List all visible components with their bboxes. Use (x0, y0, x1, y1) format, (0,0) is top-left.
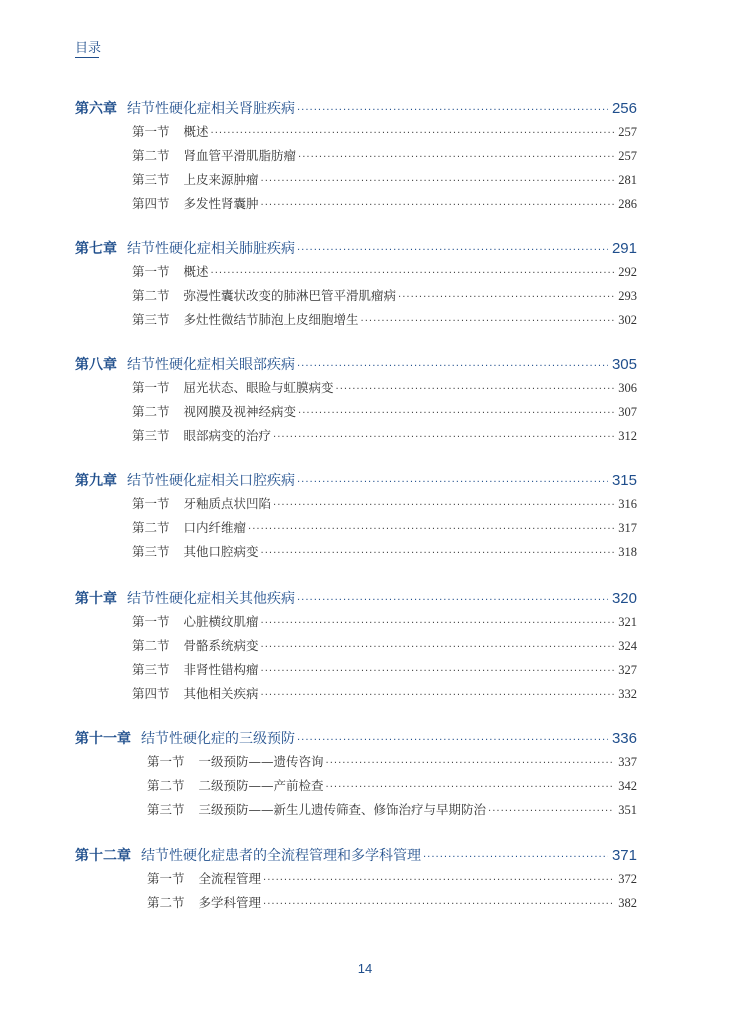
dot-leader (211, 128, 615, 139)
dot-leader (211, 268, 615, 279)
section-entry[interactable] (75, 684, 637, 702)
section-title: 屈光状态、眼睑与虹膜病变 (183, 380, 334, 395)
section-entry[interactable] (75, 518, 637, 536)
chapter-title: 结节性硬化症的三级预防 (141, 731, 295, 747)
section-page: 342 (618, 779, 637, 793)
dot-leader (261, 618, 615, 629)
section-title: 口内纤维瘤 (183, 520, 247, 535)
section-entry[interactable] (75, 776, 637, 794)
dot-leader (261, 666, 615, 677)
section-number: 第三节 (147, 802, 185, 817)
section-number: 第三节 (132, 172, 170, 187)
section-page: 324 (618, 639, 637, 653)
section-title: 一级预防——遗传咨询 (198, 754, 324, 769)
dot-leader (261, 690, 615, 701)
dot-leader (326, 758, 615, 769)
dot-leader (423, 852, 608, 863)
section-number: 第二节 (132, 404, 170, 419)
section-title: 视网膜及视神经病变 (183, 404, 297, 419)
section-title: 其他口腔病变 (183, 544, 259, 559)
chapter-number: 第九章 (75, 473, 117, 489)
section-number: 第四节 (132, 196, 170, 211)
section-page: 307 (618, 405, 637, 419)
section-title: 上皮来源肿瘤 (183, 172, 259, 187)
section-title: 全流程管理 (198, 871, 262, 886)
dot-leader (261, 642, 615, 653)
section-title: 多学科管理 (198, 895, 262, 910)
section-page: 286 (618, 197, 637, 211)
section-title: 非肾性错构瘤 (183, 662, 259, 677)
section-title: 骨骼系统病变 (183, 638, 259, 653)
dot-leader (263, 899, 614, 910)
section-page: 312 (618, 429, 637, 443)
chapter-page: 371 (611, 847, 637, 864)
section-number: 第二节 (147, 778, 185, 793)
section-title: 概述 (183, 124, 209, 139)
section-page: 317 (618, 521, 637, 535)
section-entry[interactable] (75, 262, 637, 280)
section-page: 372 (618, 872, 637, 886)
section-entry[interactable] (75, 636, 637, 654)
section-entry[interactable] (75, 660, 637, 678)
section-entry[interactable] (75, 146, 637, 164)
section-page: 257 (618, 125, 637, 139)
section-page: 327 (618, 663, 637, 677)
chapter-title: 结节性硬化症患者的全流程管理和多学科管理 (141, 848, 421, 864)
dot-leader (248, 524, 614, 535)
section-entry[interactable] (75, 752, 637, 770)
section-title: 三级预防——新生儿遗传筛查、修饰治疗与早期防治 (198, 802, 487, 817)
chapter-page: 256 (611, 100, 637, 117)
chapter-title: 结节性硬化症相关肾脏疾病 (127, 101, 295, 117)
header-rule (75, 57, 99, 58)
section-title: 多发性肾囊肿 (183, 196, 259, 211)
section-page: 337 (618, 755, 637, 769)
section-number: 第三节 (132, 312, 170, 327)
section-entry[interactable] (75, 893, 637, 911)
section-number: 第三节 (132, 544, 170, 559)
dot-leader (398, 292, 614, 303)
section-title: 弥漫性囊状改变的肺淋巴管平滑肌瘤病 (183, 288, 397, 303)
dot-leader (488, 806, 614, 817)
section-number: 第二节 (132, 638, 170, 653)
dot-leader (261, 200, 615, 211)
dot-leader (263, 875, 614, 886)
section-title: 二级预防——产前检查 (198, 778, 324, 793)
section-page: 351 (618, 803, 637, 817)
section-entry[interactable] (75, 310, 637, 328)
chapter-page: 336 (611, 730, 637, 747)
dot-leader (298, 152, 614, 163)
section-title: 心脏横纹肌瘤 (183, 614, 259, 629)
section-number: 第四节 (132, 686, 170, 701)
chapter-entry[interactable] (75, 728, 637, 750)
dot-leader (273, 432, 614, 443)
section-page: 302 (618, 313, 637, 327)
section-title: 其他相关疾病 (183, 686, 259, 701)
section-entry[interactable] (75, 402, 637, 420)
chapter-entry[interactable] (75, 354, 637, 376)
chapter-entry[interactable] (75, 238, 637, 260)
dot-leader (261, 176, 615, 187)
section-number: 第三节 (132, 428, 170, 443)
section-entry[interactable] (75, 194, 637, 212)
dot-leader (297, 477, 608, 488)
section-page: 318 (618, 545, 637, 559)
section-number: 第三节 (132, 662, 170, 677)
chapter-title: 结节性硬化症相关其他疾病 (127, 591, 295, 607)
section-page: 292 (618, 265, 637, 279)
section-title: 肾血管平滑肌脂肪瘤 (183, 148, 297, 163)
section-page: 321 (618, 615, 637, 629)
section-entry[interactable] (75, 800, 637, 818)
dot-leader (297, 105, 608, 116)
section-number: 第一节 (132, 614, 170, 629)
section-entry[interactable] (75, 170, 637, 188)
section-page: 316 (618, 497, 637, 511)
section-entry[interactable] (75, 426, 637, 444)
section-entry[interactable] (75, 869, 637, 887)
chapter-number: 第十章 (75, 591, 117, 607)
dot-leader (298, 408, 614, 419)
section-number: 第一节 (132, 496, 170, 511)
section-page: 281 (618, 173, 637, 187)
section-number: 第一节 (147, 871, 185, 886)
chapter-entry[interactable] (75, 470, 637, 492)
section-page: 257 (618, 149, 637, 163)
dot-leader (336, 384, 615, 395)
section-entry[interactable] (75, 286, 637, 304)
section-page: 306 (618, 381, 637, 395)
header-label: 目录 (75, 40, 102, 55)
chapter-number: 第六章 (75, 101, 117, 117)
dot-leader (297, 245, 608, 256)
section-entry[interactable] (75, 612, 637, 630)
dot-leader (297, 595, 608, 606)
section-number: 第一节 (132, 380, 170, 395)
chapter-entry[interactable] (75, 845, 637, 867)
dot-leader (297, 735, 608, 746)
section-page: 382 (618, 896, 637, 910)
chapter-page: 305 (611, 356, 637, 373)
section-title: 概述 (183, 264, 209, 279)
section-number: 第一节 (132, 264, 170, 279)
chapter-number: 第十二章 (75, 848, 131, 864)
section-number: 第二节 (132, 288, 170, 303)
section-page: 293 (618, 289, 637, 303)
chapter-title: 结节性硬化症相关肺脏疾病 (127, 241, 295, 257)
chapter-title: 结节性硬化症相关口腔疾病 (127, 473, 295, 489)
chapter-entry[interactable] (75, 98, 637, 120)
section-title: 多灶性微结节肺泡上皮细胞增生 (183, 312, 359, 327)
section-number: 第二节 (147, 895, 185, 910)
chapter-entry[interactable] (75, 588, 637, 610)
section-number: 第二节 (132, 520, 170, 535)
chapter-page: 320 (611, 590, 637, 607)
section-entry[interactable] (75, 542, 637, 560)
chapter-number: 第十一章 (75, 731, 131, 747)
section-page: 332 (618, 687, 637, 701)
chapter-number: 第七章 (75, 241, 117, 257)
section-number: 第一节 (132, 124, 170, 139)
section-number: 第一节 (147, 754, 185, 769)
dot-leader (297, 361, 608, 372)
chapter-page: 291 (611, 240, 637, 257)
chapter-number: 第八章 (75, 357, 117, 373)
chapter-title: 结节性硬化症相关眼部疾病 (127, 357, 295, 373)
section-number: 第二节 (132, 148, 170, 163)
section-title: 牙釉质点状凹陷 (183, 496, 272, 511)
section-title: 眼部病变的治疗 (183, 428, 272, 443)
page-number: 14 (357, 961, 373, 976)
section-entry[interactable] (75, 378, 637, 396)
dot-leader (261, 548, 615, 559)
chapter-page: 315 (611, 472, 637, 489)
dot-leader (273, 500, 614, 511)
dot-leader (326, 782, 615, 793)
section-entry[interactable] (75, 122, 637, 140)
section-entry[interactable] (75, 494, 637, 512)
dot-leader (361, 316, 615, 327)
